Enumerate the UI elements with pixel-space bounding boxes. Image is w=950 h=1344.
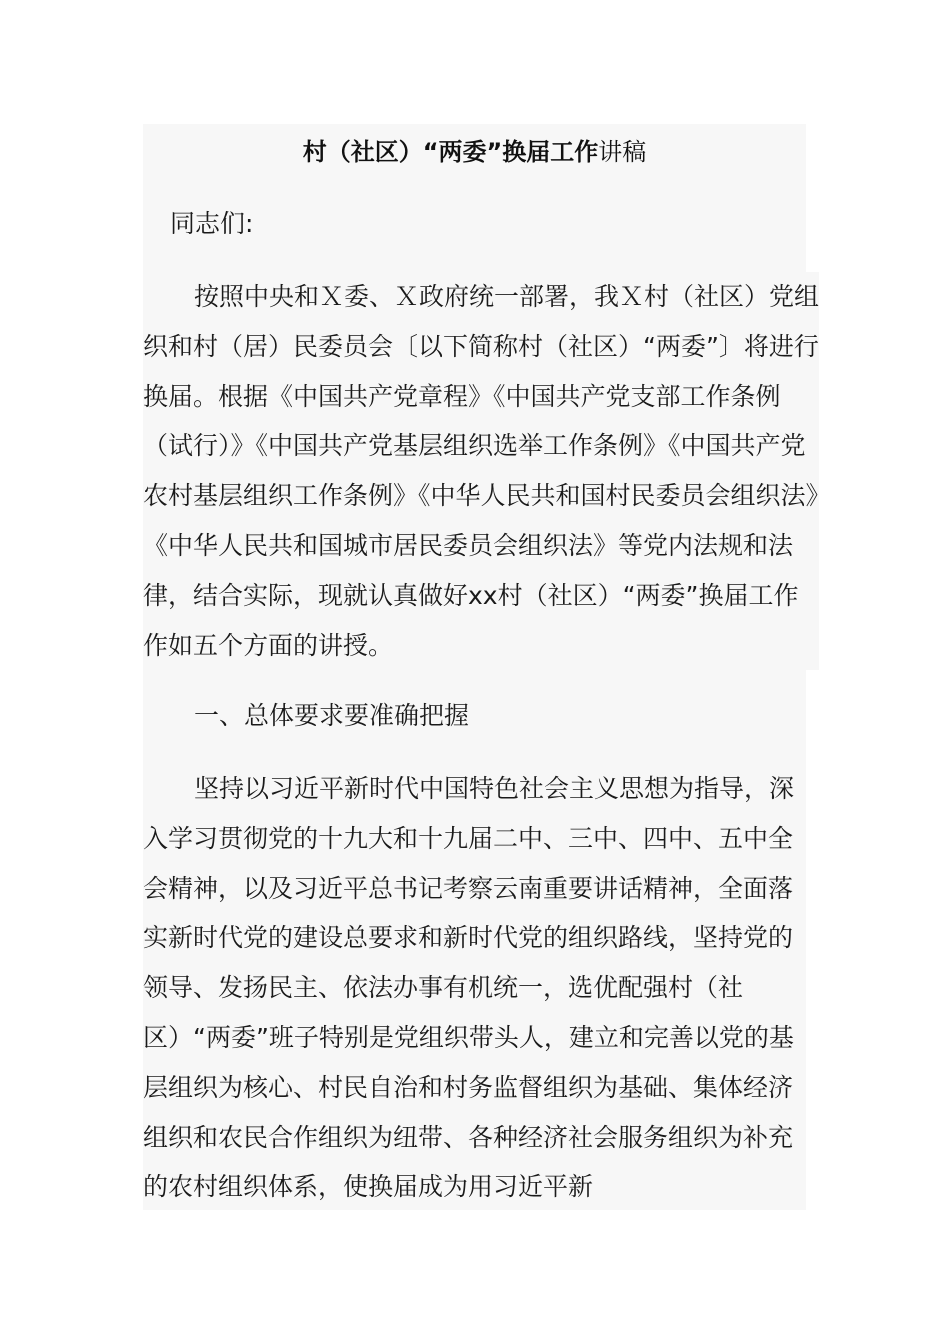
title-main: 村（社区）“两委”换届工作 (302, 138, 599, 166)
document-title (143, 132, 806, 172)
paragraph-intro: 按照中央和Ｘ委、Ｘ政府统一部署，我Ｘ村（社区）党组织和村（居）民委员会〔以下简称村（社区）“两委”〕将进行换届。根据《中国共产党章程》《中国共产党支部工作条例（试行）》《中国共产党基层组织选举工作条例》《中国共产党农村基层组织工作条例》《中华人民共和国村民委员会组织法》《中华人民共和国城市居民委员会组织法》等党内法规和法律，结合实际，现就认真做好xx村（社区）“两委”换届工作作如五个方面的讲授。 (143, 272, 819, 670)
paragraph-general-requirements: 坚持以习近平新时代中国特色社会主义思想为指导，深入学习贯彻党的十九大和十九届二中、三中、四中、五中全会精神，以及习近平总书记考察云南重要讲话精神，全面落实新时代党的建设总要求和新时代党的组织路线，坚持党的领导、发扬民主、依法办事有机统一，选优配强村（社区）“两委”班子特别是党组织带头人，建立和完善以党的基层组织为核心、村民自治和村务监督组织为基础、集体经济组织和农民合作组织为纽带、各种经济社会服务组织为补充的农村组织体系，使换届成为用习近平新 (143, 774, 795, 1202)
title-suffix: 讲稿 (598, 138, 647, 166)
salutation: 同志们: (170, 209, 254, 238)
section-heading-1: 一、总体要求要准确把握 (194, 701, 470, 730)
